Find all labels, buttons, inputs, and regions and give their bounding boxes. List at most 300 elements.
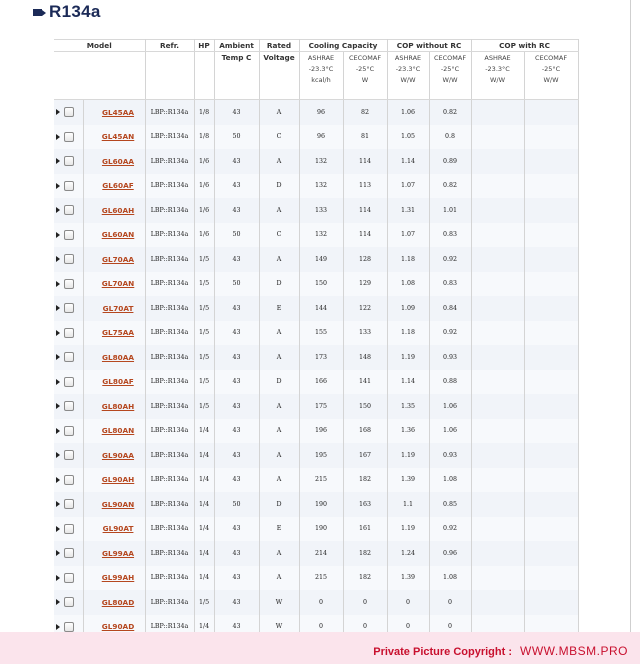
hp-cell: 1/5 — [194, 272, 214, 297]
row-controls[interactable] — [54, 198, 83, 223]
cop-rc-ashrae-cell — [471, 468, 524, 493]
table-row[interactable] — [54, 223, 578, 248]
model-link[interactable]: GL80AD — [83, 590, 145, 615]
table-row[interactable] — [54, 296, 578, 321]
cop-ashrae-cell: 1.07 — [387, 223, 429, 248]
cop-rc-ashrae-cell — [471, 296, 524, 321]
expand-arrow-icon[interactable] — [56, 452, 60, 458]
hp-cell: 1/4 — [194, 419, 214, 444]
cop-rc-cecomaf-cell — [524, 566, 578, 591]
row-select-checkbox[interactable] — [64, 450, 74, 460]
voltage-cell: A — [259, 247, 299, 272]
expand-arrow-icon[interactable] — [56, 575, 60, 581]
cop-cecomaf-cell: 0.96 — [429, 541, 471, 566]
row-controls[interactable] — [54, 321, 83, 346]
cooling-ashrae-cell: 175 — [299, 394, 343, 419]
row-select-checkbox[interactable] — [64, 254, 74, 264]
ambient-temp-cell: 43 — [214, 370, 259, 395]
ambient-temp-cell: 43 — [214, 541, 259, 566]
cop-cecomaf-cell: 0.93 — [429, 443, 471, 468]
cop-ashrae-cell: 1.06 — [387, 100, 429, 125]
hp-cell: 1/5 — [194, 345, 214, 370]
row-select-checkbox[interactable] — [64, 499, 74, 509]
refrigerant-cell: LBP::R134a — [145, 321, 194, 346]
table-row[interactable] — [54, 125, 578, 150]
cop-cecomaf-cell: 0.92 — [429, 321, 471, 346]
col-header-model[interactable]: Model — [54, 40, 145, 52]
cop-rc-cecomaf-cell — [524, 541, 578, 566]
page-right-border — [630, 0, 631, 632]
voltage-cell: A — [259, 345, 299, 370]
row-controls[interactable] — [54, 566, 83, 591]
row-controls[interactable] — [54, 100, 83, 125]
cooling-cecomaf-cell: 0 — [343, 590, 387, 615]
refrigerant-cell: LBP::R134a — [145, 125, 194, 150]
subheader-cc-ashrae-temp: -23.3°C — [299, 63, 343, 74]
table-row[interactable] — [54, 321, 578, 346]
row-controls[interactable] — [54, 247, 83, 272]
row-controls[interactable] — [54, 296, 83, 321]
cop-cecomaf-cell: 1.06 — [429, 419, 471, 444]
row-select-checkbox[interactable] — [64, 328, 74, 338]
cop-cecomaf-cell: 0.82 — [429, 174, 471, 199]
refrigerant-cell: LBP::R134a — [145, 174, 194, 199]
cooling-cecomaf-cell: 114 — [343, 223, 387, 248]
row-controls[interactable] — [54, 345, 83, 370]
expand-arrow-icon[interactable] — [56, 330, 60, 336]
table-row[interactable] — [54, 590, 578, 615]
table-row[interactable] — [54, 492, 578, 517]
cop-rc-ashrae-cell — [471, 149, 524, 174]
expand-arrow-icon[interactable] — [56, 232, 60, 238]
refrigerant-cell: LBP::R134a — [145, 272, 194, 297]
model-link[interactable]: GL45AN — [83, 125, 145, 150]
cop-rc-ashrae-cell — [471, 419, 524, 444]
col-header-ambient[interactable]: Ambient — [214, 40, 259, 52]
expand-arrow-icon[interactable] — [56, 599, 60, 605]
expand-arrow-icon[interactable] — [56, 354, 60, 360]
refrigerant-cell: LBP::R134a — [145, 370, 194, 395]
footer-text — [373, 644, 628, 658]
cop-ashrae-cell: 1.09 — [387, 296, 429, 321]
row-controls[interactable] — [54, 223, 83, 248]
row-select-checkbox[interactable] — [64, 475, 74, 485]
cop-rc-cecomaf-cell — [524, 100, 578, 125]
ambient-temp-cell: 43 — [214, 345, 259, 370]
expand-arrow-icon[interactable] — [56, 134, 60, 140]
model-link[interactable]: GL60AA — [83, 149, 145, 174]
row-controls[interactable] — [54, 272, 83, 297]
subheader-cc-ashrae[interactable]: ASHRAE — [299, 52, 343, 64]
row-select-checkbox[interactable] — [64, 597, 74, 607]
table-row[interactable] — [54, 566, 578, 591]
subheader-cw-cecomaf[interactable]: CECOMAF — [429, 52, 471, 64]
cop-cecomaf-cell: 0.85 — [429, 492, 471, 517]
expand-arrow-icon[interactable] — [56, 477, 60, 483]
cop-rc-cecomaf-cell — [524, 247, 578, 272]
cop-ashrae-cell: 1.39 — [387, 566, 429, 591]
section-title: R134a — [49, 2, 101, 21]
ambient-temp-cell: 43 — [214, 247, 259, 272]
cop-cecomaf-cell: 0 — [429, 590, 471, 615]
cop-rc-cecomaf-cell — [524, 419, 578, 444]
expand-arrow-icon[interactable] — [56, 403, 60, 409]
row-controls[interactable] — [54, 590, 83, 615]
voltage-cell: D — [259, 492, 299, 517]
row-select-checkbox[interactable] — [64, 132, 74, 142]
cop-ashrae-cell: 1.14 — [387, 149, 429, 174]
cop-rc-cecomaf-cell — [524, 370, 578, 395]
row-controls[interactable] — [54, 419, 83, 444]
compressor-table — [54, 39, 579, 639]
cooling-ashrae-cell: 132 — [299, 223, 343, 248]
cop-cecomaf-cell: 0.84 — [429, 296, 471, 321]
expand-arrow-icon[interactable] — [56, 550, 60, 556]
hp-cell: 1/6 — [194, 223, 214, 248]
model-link[interactable]: GL70AT — [83, 296, 145, 321]
ambient-temp-cell: 50 — [214, 223, 259, 248]
cooling-ashrae-cell: 214 — [299, 541, 343, 566]
subheader-rc-cecomaf-unit: W/W — [524, 74, 578, 85]
hp-cell: 1/4 — [194, 541, 214, 566]
refrigerant-cell: LBP::R134a — [145, 492, 194, 517]
table-row[interactable] — [54, 272, 578, 297]
cooling-ashrae-cell: 166 — [299, 370, 343, 395]
voltage-cell: E — [259, 517, 299, 542]
refrigerant-cell: LBP::R134a — [145, 247, 194, 272]
voltage-cell: A — [259, 100, 299, 125]
expand-arrow-icon[interactable] — [56, 305, 60, 311]
subheader-cc-cecomaf-unit: W — [343, 74, 387, 85]
cop-rc-cecomaf-cell — [524, 149, 578, 174]
row-select-checkbox[interactable] — [64, 352, 74, 362]
row-controls[interactable] — [54, 541, 83, 566]
cop-rc-cecomaf-cell — [524, 321, 578, 346]
cop-cecomaf-cell: 0.92 — [429, 517, 471, 542]
ambient-temp-cell: 43 — [214, 198, 259, 223]
model-link[interactable]: GL60AH — [83, 198, 145, 223]
hp-cell: 1/8 — [194, 125, 214, 150]
row-select-checkbox[interactable] — [64, 548, 74, 558]
cop-cecomaf-cell: 0.83 — [429, 223, 471, 248]
model-link[interactable]: GL99AH — [83, 566, 145, 591]
cooling-cecomaf-cell: 0 — [343, 615, 387, 640]
cop-cecomaf-cell: 1.08 — [429, 566, 471, 591]
cop-ashrae-cell: 0 — [387, 590, 429, 615]
table-row[interactable] — [54, 149, 578, 174]
subheader-rc-cecomaf[interactable]: CECOMAF — [524, 52, 578, 64]
row-controls[interactable] — [54, 492, 83, 517]
cooling-cecomaf-cell: 168 — [343, 419, 387, 444]
hp-cell: 1/5 — [194, 394, 214, 419]
model-link[interactable]: GL80AN — [83, 419, 145, 444]
col-header-cooling-capacity: Cooling Capacity — [299, 40, 387, 52]
cop-ashrae-cell: 1.35 — [387, 394, 429, 419]
cooling-cecomaf-cell: 163 — [343, 492, 387, 517]
cop-rc-ashrae-cell — [471, 125, 524, 150]
voltage-cell: A — [259, 321, 299, 346]
ambient-temp-cell: 43 — [214, 174, 259, 199]
hp-cell: 1/4 — [194, 566, 214, 591]
cop-ashrae-cell: 1.24 — [387, 541, 429, 566]
col-header-voltage: Voltage — [259, 52, 299, 64]
hp-cell: 1/5 — [194, 321, 214, 346]
refrigerant-cell: LBP::R134a — [145, 468, 194, 493]
cop-rc-cecomaf-cell — [524, 443, 578, 468]
table-row[interactable] — [54, 174, 578, 199]
row-select-checkbox[interactable] — [64, 426, 74, 436]
subheader-row-1 — [54, 52, 578, 64]
header-row — [54, 40, 578, 52]
subheader-rc-ashrae[interactable]: ASHRAE — [471, 52, 524, 64]
cooling-ashrae-cell: 190 — [299, 517, 343, 542]
ambient-temp-cell: 43 — [214, 443, 259, 468]
table-row[interactable] — [54, 370, 578, 395]
model-link[interactable]: GL90AN — [83, 492, 145, 517]
subheader-cw-ashrae-unit: W/W — [387, 74, 429, 85]
col-header-cop-with-rc: COP with RC — [471, 40, 578, 52]
ambient-temp-cell: 43 — [214, 566, 259, 591]
cooling-cecomaf-cell: 182 — [343, 468, 387, 493]
col-header-refr[interactable]: Refr. — [145, 40, 194, 52]
table-row[interactable] — [54, 198, 578, 223]
cop-ashrae-cell: 1.19 — [387, 517, 429, 542]
row-select-checkbox[interactable] — [64, 107, 74, 117]
cop-ashrae-cell: 1.05 — [387, 125, 429, 150]
cop-cecomaf-cell: 0.83 — [429, 272, 471, 297]
expand-arrow-icon[interactable] — [56, 109, 60, 115]
hp-cell: 1/6 — [194, 149, 214, 174]
cop-rc-ashrae-cell — [471, 443, 524, 468]
row-select-checkbox[interactable] — [64, 303, 74, 313]
refrigerant-cell: LBP::R134a — [145, 100, 194, 125]
refrigerant-cell: LBP::R134a — [145, 566, 194, 591]
row-controls[interactable] — [54, 370, 83, 395]
cooling-cecomaf-cell: 122 — [343, 296, 387, 321]
cooling-ashrae-cell: 149 — [299, 247, 343, 272]
cooling-cecomaf-cell: 133 — [343, 321, 387, 346]
cop-ashrae-cell: 1.19 — [387, 443, 429, 468]
cooling-cecomaf-cell: 114 — [343, 198, 387, 223]
refrigerant-cell: LBP::R134a — [145, 419, 194, 444]
col-header-rated[interactable]: Rated — [259, 40, 299, 52]
subheader-cw-cecomaf-unit: W/W — [429, 74, 471, 85]
row-select-checkbox[interactable] — [64, 181, 74, 191]
hp-cell: 1/5 — [194, 370, 214, 395]
expand-arrow-icon[interactable] — [56, 256, 60, 262]
table-row[interactable] — [54, 468, 578, 493]
copyright-footer — [0, 632, 640, 664]
cop-rc-cecomaf-cell — [524, 492, 578, 517]
refrigerant-cell: LBP::R134a — [145, 443, 194, 468]
expand-arrow-icon[interactable] — [56, 526, 60, 532]
model-link[interactable]: GL45AA — [83, 100, 145, 125]
model-link[interactable]: GL90AA — [83, 443, 145, 468]
cooling-ashrae-cell: 173 — [299, 345, 343, 370]
ambient-temp-cell: 43 — [214, 468, 259, 493]
cop-cecomaf-cell: 0.93 — [429, 345, 471, 370]
col-header-cop-without-rc: COP without RC — [387, 40, 471, 52]
table-row[interactable] — [54, 394, 578, 419]
row-select-checkbox[interactable] — [64, 622, 74, 632]
cop-ashrae-cell: 1.18 — [387, 247, 429, 272]
hp-cell: 1/5 — [194, 296, 214, 321]
cop-ashrae-cell: 1.19 — [387, 345, 429, 370]
cop-rc-cecomaf-cell — [524, 223, 578, 248]
ambient-temp-cell: 50 — [214, 272, 259, 297]
table-row[interactable] — [54, 443, 578, 468]
cop-rc-ashrae-cell — [471, 541, 524, 566]
cop-rc-ashrae-cell — [471, 247, 524, 272]
voltage-cell: W — [259, 615, 299, 640]
col-header-temp-c: Temp C — [214, 52, 259, 64]
voltage-cell: A — [259, 198, 299, 223]
row-controls[interactable] — [54, 443, 83, 468]
cooling-ashrae-cell: 0 — [299, 590, 343, 615]
hp-cell: 1/5 — [194, 590, 214, 615]
row-select-checkbox[interactable] — [64, 279, 74, 289]
cooling-ashrae-cell: 96 — [299, 125, 343, 150]
ambient-temp-cell: 43 — [214, 321, 259, 346]
expand-arrow-icon[interactable] — [56, 183, 60, 189]
voltage-cell: C — [259, 223, 299, 248]
cop-cecomaf-cell: 1.06 — [429, 394, 471, 419]
row-controls[interactable] — [54, 174, 83, 199]
voltage-cell: C — [259, 125, 299, 150]
cop-cecomaf-cell: 0.82 — [429, 100, 471, 125]
model-link[interactable]: GL80AA — [83, 345, 145, 370]
model-link[interactable]: GL70AN — [83, 272, 145, 297]
cop-rc-cecomaf-cell — [524, 272, 578, 297]
row-controls[interactable] — [54, 149, 83, 174]
refrigerant-cell: LBP::R134a — [145, 615, 194, 640]
hp-cell: 1/4 — [194, 443, 214, 468]
table-row[interactable] — [54, 247, 578, 272]
cop-rc-cecomaf-cell — [524, 345, 578, 370]
hp-cell: 1/4 — [194, 517, 214, 542]
ambient-temp-cell: 43 — [214, 590, 259, 615]
row-select-checkbox[interactable] — [64, 377, 74, 387]
model-link[interactable]: GL60AF — [83, 174, 145, 199]
refrigerant-cell: LBP::R134a — [145, 149, 194, 174]
cooling-cecomaf-cell: 129 — [343, 272, 387, 297]
cop-rc-ashrae-cell — [471, 198, 524, 223]
cooling-cecomaf-cell: 81 — [343, 125, 387, 150]
table-row[interactable] — [54, 345, 578, 370]
voltage-cell: D — [259, 272, 299, 297]
cop-rc-ashrae-cell — [471, 321, 524, 346]
table-row[interactable] — [54, 541, 578, 566]
row-select-checkbox[interactable] — [64, 230, 74, 240]
table-row[interactable] — [54, 419, 578, 444]
model-link[interactable]: GL90AT — [83, 517, 145, 542]
row-select-checkbox[interactable] — [64, 524, 74, 534]
subheader-cw-ashrae[interactable]: ASHRAE — [387, 52, 429, 64]
row-select-checkbox[interactable] — [64, 205, 74, 215]
model-link[interactable]: GL75AA — [83, 321, 145, 346]
model-link[interactable]: GL60AN — [83, 223, 145, 248]
footer-site-link[interactable]: WWW.MBSM.PRO — [520, 644, 628, 658]
expand-arrow-icon[interactable] — [56, 379, 60, 385]
cooling-ashrae-cell: 155 — [299, 321, 343, 346]
ambient-temp-cell: 43 — [214, 149, 259, 174]
cop-ashrae-cell: 1.39 — [387, 468, 429, 493]
cooling-ashrae-cell: 215 — [299, 468, 343, 493]
expand-arrow-icon[interactable] — [56, 501, 60, 507]
voltage-cell: A — [259, 468, 299, 493]
row-controls[interactable] — [54, 468, 83, 493]
refrigerant-cell: LBP::R134a — [145, 296, 194, 321]
table-row[interactable] — [54, 517, 578, 542]
subheader-cc-ashrae-unit: kcal/h — [299, 74, 343, 85]
row-controls[interactable] — [54, 517, 83, 542]
model-link[interactable]: GL90AH — [83, 468, 145, 493]
col-header-hp[interactable]: HP — [194, 40, 214, 52]
expand-arrow-icon[interactable] — [56, 207, 60, 213]
ambient-temp-cell: 43 — [214, 394, 259, 419]
ambient-temp-cell: 50 — [214, 492, 259, 517]
row-controls[interactable] — [54, 394, 83, 419]
voltage-cell: A — [259, 419, 299, 444]
cooling-cecomaf-cell: 113 — [343, 174, 387, 199]
cop-ashrae-cell: 1.14 — [387, 370, 429, 395]
row-select-checkbox[interactable] — [64, 156, 74, 166]
model-link[interactable]: GL99AA — [83, 541, 145, 566]
table-row[interactable] — [54, 100, 578, 125]
expand-arrow-icon[interactable] — [56, 281, 60, 287]
cop-ashrae-cell: 1.31 — [387, 198, 429, 223]
cop-rc-ashrae-cell — [471, 492, 524, 517]
row-controls[interactable] — [54, 125, 83, 150]
model-link[interactable]: GL90AD — [83, 615, 145, 640]
ambient-temp-cell: 43 — [214, 100, 259, 125]
ambient-temp-cell: 50 — [214, 125, 259, 150]
cop-rc-ashrae-cell — [471, 517, 524, 542]
hp-cell: 1/4 — [194, 492, 214, 517]
subheader-cc-cecomaf[interactable]: CECOMAF — [343, 52, 387, 64]
expand-arrow-icon[interactable] — [56, 428, 60, 434]
model-link[interactable]: GL70AA — [83, 247, 145, 272]
cooling-cecomaf-cell: 161 — [343, 517, 387, 542]
cooling-ashrae-cell: 132 — [299, 149, 343, 174]
model-link[interactable]: GL80AH — [83, 394, 145, 419]
cop-rc-cecomaf-cell — [524, 394, 578, 419]
voltage-cell: E — [259, 296, 299, 321]
voltage-cell: D — [259, 174, 299, 199]
cop-ashrae-cell: 1.08 — [387, 272, 429, 297]
row-select-checkbox[interactable] — [64, 573, 74, 583]
model-link[interactable]: GL80AF — [83, 370, 145, 395]
cooling-cecomaf-cell: 114 — [343, 149, 387, 174]
subheader-rc-cecomaf-temp: -25°C — [524, 63, 578, 74]
expand-arrow-icon[interactable] — [56, 624, 60, 630]
cooling-ashrae-cell: 196 — [299, 419, 343, 444]
cooling-cecomaf-cell: 82 — [343, 100, 387, 125]
cop-ashrae-cell: 1.36 — [387, 419, 429, 444]
expand-arrow-icon[interactable] — [56, 158, 60, 164]
cooling-ashrae-cell: 96 — [299, 100, 343, 125]
ambient-temp-cell: 43 — [214, 419, 259, 444]
row-select-checkbox[interactable] — [64, 401, 74, 411]
cop-rc-ashrae-cell — [471, 345, 524, 370]
cop-cecomaf-cell: 1.08 — [429, 468, 471, 493]
cop-rc-cecomaf-cell — [524, 174, 578, 199]
cop-rc-ashrae-cell — [471, 370, 524, 395]
cooling-ashrae-cell: 215 — [299, 566, 343, 591]
cooling-ashrae-cell: 0 — [299, 615, 343, 640]
subheader-row-2 — [54, 63, 578, 74]
hp-cell: 1/5 — [194, 247, 214, 272]
